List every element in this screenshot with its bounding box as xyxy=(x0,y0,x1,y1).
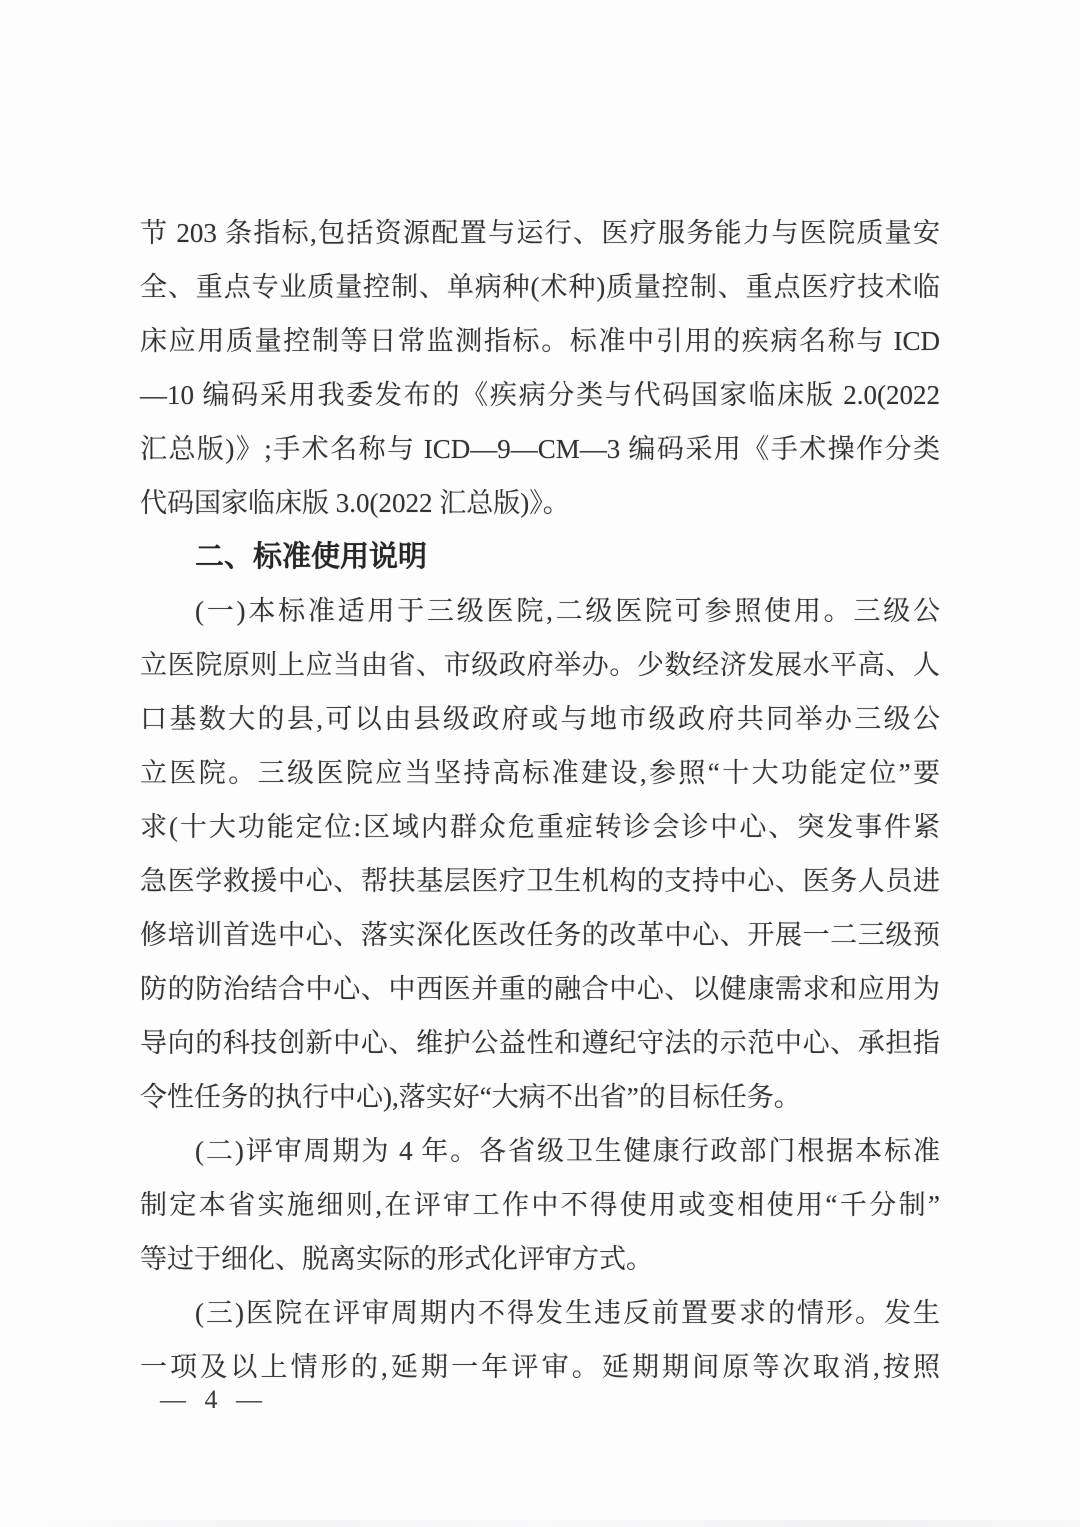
text-line: 全、重点专业质量控制、单病种(术种)质量控制、重点医疗技术临 xyxy=(140,272,940,302)
text-line: 等过于细化、脱离实际的形式化评审方式。 xyxy=(140,1244,653,1274)
section-heading: 二、标准使用说明 xyxy=(195,541,428,573)
document-text-block xyxy=(140,206,940,1394)
text-line: (三)医院在评审周期内不得发生违反前置要求的情形。发生 xyxy=(195,1298,940,1328)
text-line: 立医院。三级医院应当坚持高标准建设,参照“十大功能定位”要 xyxy=(140,758,940,788)
text-line: (二)评审周期为 4 年。各省级卫生健康行政部门根据本标准 xyxy=(195,1136,940,1166)
text-line: 口基数大的县,可以由县级政府或与地市级政府共同举办三级公 xyxy=(140,704,940,734)
text-line: 防的防治结合中心、中西医并重的融合中心、以健康需求和应用为 xyxy=(140,974,940,1004)
text-line: 床应用质量控制等日常监测指标。标准中引用的疾病名称与 ICD xyxy=(140,326,940,356)
page-number: — 4 — xyxy=(160,1385,262,1414)
text-line: 令性任务的执行中心),落实好“大病不出省”的目标任务。 xyxy=(140,1082,801,1112)
text-line: 急医学救援中心、帮扶基层医疗卫生机构的支持中心、医务人员进 xyxy=(140,866,940,896)
text-line: 一项及以上情形的,延期一年评审。延期期间原等次取消,按照 xyxy=(140,1352,940,1382)
text-line: —10 编码采用我委发布的《疾病分类与代码国家临床版 2.0(2022 xyxy=(140,380,940,410)
page-footer xyxy=(160,1385,262,1415)
text-line: 制定本省实施细则,在评审工作中不得使用或变相使用“千分制” xyxy=(140,1190,940,1220)
text-line: 导向的科技创新中心、维护公益性和遵纪守法的示范中心、承担指 xyxy=(140,1028,940,1058)
text-line: 修培训首选中心、落实深化医改任务的改革中心、开展一二三级预 xyxy=(140,920,940,950)
text-line: 代码国家临床版 3.0(2022 汇总版)》。 xyxy=(140,488,570,518)
text-line: 求(十大功能定位:区域内群众危重症转诊会诊中心、突发事件紧 xyxy=(140,812,940,842)
text-line: (一)本标准适用于三级医院,二级医院可参照使用。三级公 xyxy=(195,596,940,626)
text-line: 节 203 条指标,包括资源配置与运行、医疗服务能力与医院质量安 xyxy=(140,218,940,248)
scan-edge-artifact xyxy=(0,1520,1080,1527)
text-line: 立医院原则上应当由省、市级政府举办。少数经济发展水平高、人 xyxy=(140,650,940,680)
text-line: 汇总版)》;手术名称与 ICD—9—CM—3 编码采用《手术操作分类 xyxy=(140,434,940,464)
